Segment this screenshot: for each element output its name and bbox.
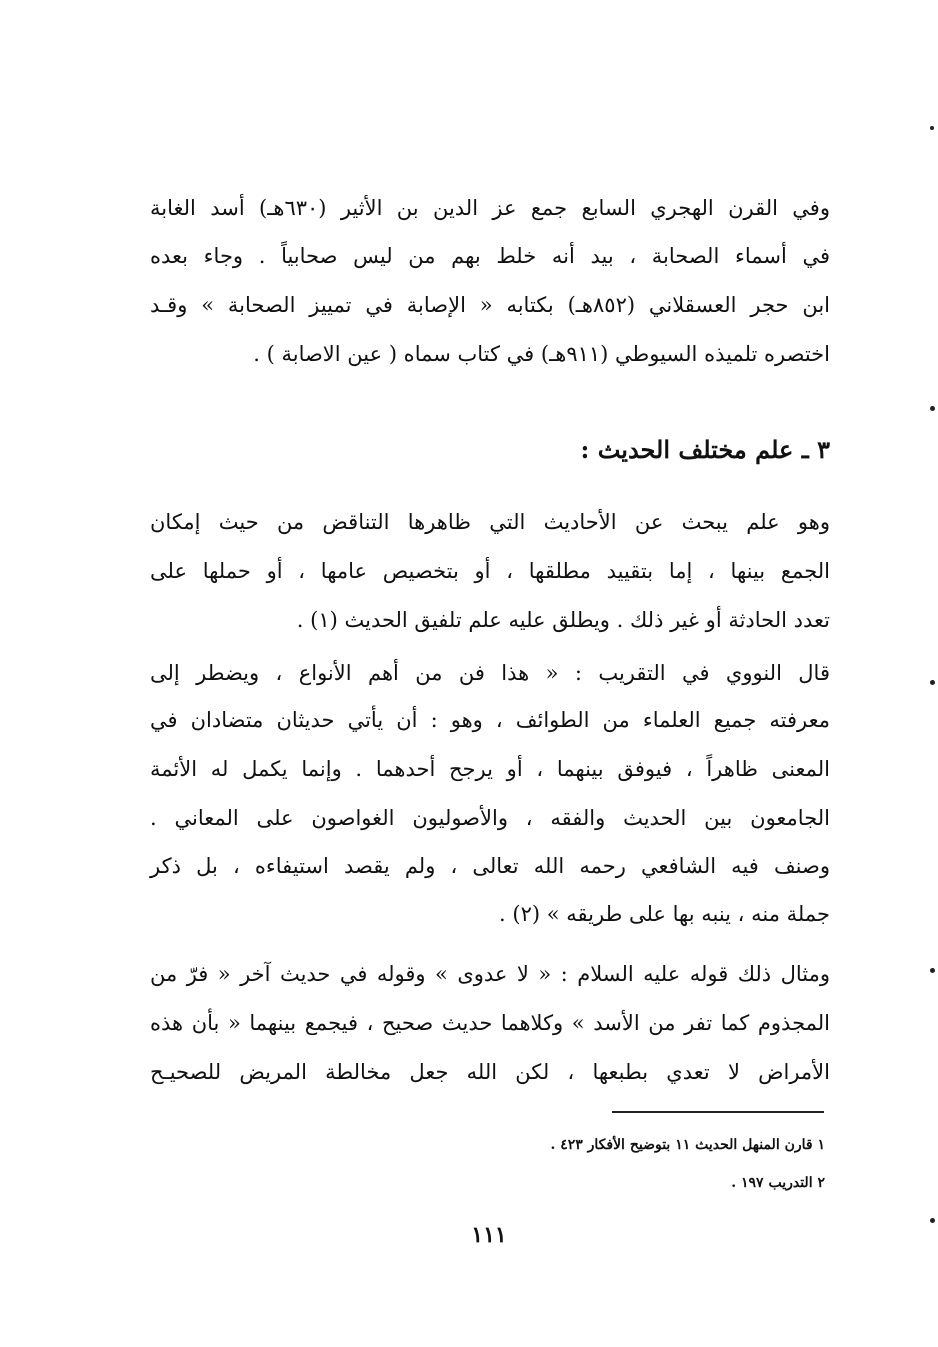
page-number: ١١١	[471, 1222, 507, 1248]
footnote-2: ٢ التدريب ١٩٧ .	[731, 1175, 825, 1191]
footnote-1: ١ قارن المنهل الحديث ١١ بتوضيح الأفكار ٤٢٣ .	[550, 1137, 825, 1153]
text-line: الجامعون بين الحديث والفقه ، والأصوليون الغواصون على المعاني .	[150, 806, 830, 830]
scan-mark	[930, 680, 935, 685]
text-line: قال النووي في التقريب : « هذا فن من أهم الأنواع ، ويضطر إلى	[150, 661, 830, 685]
text-line: اختصره تلميذه السيوطي (٩١١هـ) في كتاب سماه ( عين الاصابة ) .	[253, 342, 830, 366]
text-line: وصنف فيه الشافعي رحمه الله تعالى ، ولم يقصد استيفاءه ، بل ذكر	[150, 854, 830, 878]
nawawi-quote-paragraph	[150, 661, 830, 926]
scan-mark	[930, 968, 935, 973]
text-line: المعنى ظاهراً ، فيوفق بينهما ، أو يرجح أحدهما . وإنما يكمل له الأئمة	[150, 757, 830, 781]
section-heading-block	[150, 435, 830, 464]
intro-paragraph	[150, 196, 830, 366]
text-line: تعدد الحادثة أو غير ذلك . ويطلق عليه علم تلفيق الحديث (١) .	[296, 608, 830, 632]
scan-mark	[930, 1218, 935, 1223]
text-line: معرفته جميع العلماء من الطوائف ، وهو : أن يأتي حديثان متضادان في	[150, 708, 830, 732]
text-line: في أسماء الصحابة ، بيد أنه خلط بهم من ليس صحابياً . وجاء بعده	[150, 244, 830, 268]
text-line: ومثال ذلك قوله عليه السلام : « لا عدوى » وقوله في حديث آخر « فرّ من	[150, 962, 830, 986]
scan-mark	[930, 126, 934, 130]
text-line: وهو علم يبحث عن الأحاديث التي ظاهرها التناقض من حيث إمكان	[150, 510, 830, 534]
text-line: الأمراض لا تعدي بطبعها ، لكن الله جعل مخالطة المريض للصحيـح	[150, 1060, 830, 1084]
text-line: الجمع بينها ، إما بتقييد مطلقها ، أو بتخصيص عامها ، أو حملها على	[150, 559, 830, 583]
text-line: ابن حجر العسقلاني (٨٥٢هـ) بكتابه « الإصابة في تمييز الصحابة » وقـد	[150, 293, 830, 317]
definition-paragraph	[150, 510, 830, 632]
section-heading: ٣ ـ علم مختلف الحديث :	[580, 435, 830, 464]
text-line: وفي القرن الهجري السابع جمع عز الدين بن الأثير (٦٣٠هـ) أسد الغابة	[150, 196, 830, 220]
example-paragraph	[150, 962, 830, 1084]
text-line: جملة منه ، ينبه بها على طريقه » (٢) .	[499, 902, 830, 926]
text-line: المجذوم كما تفر من الأسد » وكلاهما حديث صحيح ، فيجمع بينهما « بأن هذه	[150, 1011, 830, 1035]
footnote-divider	[612, 1111, 824, 1113]
scan-mark	[930, 406, 935, 411]
